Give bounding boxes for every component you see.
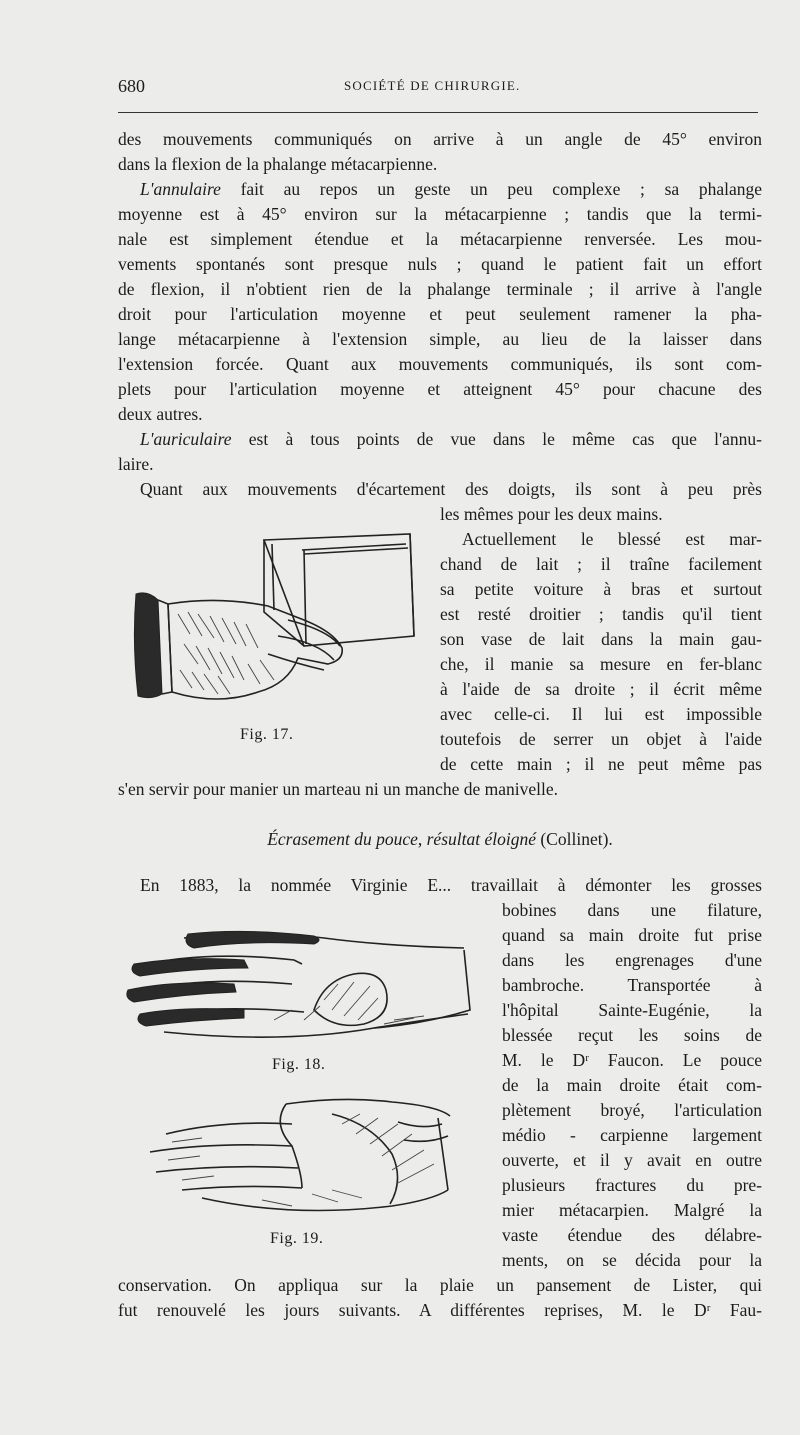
text-line: toutefois de serrer un objet à l'aide	[440, 729, 762, 749]
text-line	[118, 428, 762, 452]
text-line: est resté droitier ; tandis qu'il tient	[440, 604, 762, 624]
text-line: droit pour l'articulation moyenne et peut seulement ramener la pha-	[118, 304, 762, 324]
figure-18-caption: Fig. 18.	[272, 1056, 326, 1073]
section-heading	[118, 828, 762, 852]
text-line: s'en servir pour manier un marteau ni un manche de manivelle.	[118, 779, 559, 799]
text-line: fut renouvelé les jours suivants. A différentes reprises, M. le Dʳ Fau-	[118, 1300, 762, 1320]
text-fragment: fait au repos un geste un peu complexe ; sa phalange	[220, 179, 762, 199]
text-line	[118, 178, 762, 202]
text-line: de flexion, il n'obtient rien de la phalange terminale ; il arrive à l'angle	[118, 279, 762, 299]
text-line: vaste étendue des délabre-	[502, 1225, 762, 1245]
text-line: En 1883, la nommée Virginie E... travaillait à démonter les grosses	[140, 875, 762, 895]
term-auriculaire: L'auriculaire	[140, 429, 232, 449]
text-line: de cette main ; il ne peut même pas	[440, 754, 762, 774]
text-line: sa petite voiture à bras et surtout	[440, 579, 762, 599]
figure-19-caption: Fig. 19.	[270, 1230, 324, 1247]
text-line: des mouvements communiqués on arrive à un angle de 45° environ	[118, 129, 762, 149]
header-rule	[118, 112, 758, 113]
text-line: conservation. On appliqua sur la plaie un pansement de Lister, qui	[118, 1275, 762, 1295]
text-line: plusieurs fractures du pre-	[502, 1175, 762, 1195]
running-title: SOCIÉTÉ DE CHIRURGIE.	[344, 78, 521, 93]
figure-17-illustration	[128, 524, 420, 714]
text-line: ouverte, et il y avait en outre	[502, 1150, 762, 1170]
text-line: blessée reçut les soins de	[502, 1025, 762, 1045]
text-line: Actuellement le blessé est mar-	[462, 529, 762, 549]
text-line: M. le Dʳ Faucon. Le pouce	[502, 1050, 762, 1070]
text-line: chand de lait ; il traîne facilement	[440, 554, 762, 574]
text-line: lange métacarpienne à l'extension simple, au lieu de la laisser dans	[118, 329, 762, 349]
text-line: ments, on se décida pour la	[502, 1250, 762, 1270]
text-line: plètement broyé, l'articulation	[502, 1100, 762, 1120]
text-line: de la main droite était com-	[502, 1075, 762, 1095]
text-line: dans la flexion de la phalange métacarpienne.	[118, 154, 438, 174]
text-line: nale est simplement étendue et la métacarpienne renversée. Les mou-	[118, 229, 762, 249]
text-line: laire.	[118, 454, 154, 474]
heading-part: résultat éloigné	[426, 829, 536, 849]
text-line: médio - carpienne largement	[502, 1125, 762, 1145]
text-line: vements spontanés sont presque nuls ; quand le patient fait un effort	[118, 254, 762, 274]
text-line: Quant aux mouvements d'écartement des doigts, ils sont à peu près	[140, 479, 762, 499]
heading-separator: ,	[417, 829, 427, 849]
text-line: l'extension forcée. Quant aux mouvements communiqués, ils sont com-	[118, 354, 762, 374]
figure-17-caption: Fig. 17.	[240, 726, 294, 743]
text-line: bambroche. Transportée à	[502, 975, 762, 995]
text-line: mier métacarpien. Malgré la	[502, 1200, 762, 1220]
figure-19-illustration	[142, 1094, 454, 1218]
text-line: bobines dans une filature,	[502, 900, 762, 920]
heading-part: Écrasement du pouce	[267, 829, 418, 849]
page-header	[118, 76, 758, 102]
figure-18-illustration	[124, 920, 474, 1048]
text-line: plets pour l'articulation moyenne et atteignent 45° pour chacune des	[118, 379, 762, 399]
text-line: à l'aide de sa droite ; il écrit même	[440, 679, 762, 699]
page-number: 680	[118, 76, 145, 96]
text-line: dans les engrenages d'une	[502, 950, 762, 970]
text-line: che, il manie sa mesure en fer-blanc	[440, 654, 762, 674]
term-annulaire: L'annulaire	[140, 179, 221, 199]
text-line: l'hôpital Sainte-Eugénie, la	[502, 1000, 762, 1020]
text-line: son vase de lait dans la main gau-	[440, 629, 762, 649]
text-line: avec celle-ci. Il lui est impossible	[440, 704, 762, 724]
text-line: les mêmes pour les deux mains.	[440, 504, 663, 524]
heading-part: (Collinet).	[535, 829, 613, 849]
text-line: deux autres.	[118, 404, 203, 424]
text-line: moyenne est à 45° environ sur la métacarpienne ; tandis que la termi-	[118, 204, 762, 224]
text-fragment: est à tous points de vue dans le même cas que l'annu-	[231, 429, 762, 449]
text-line: quand sa main droite fut prise	[502, 925, 762, 945]
